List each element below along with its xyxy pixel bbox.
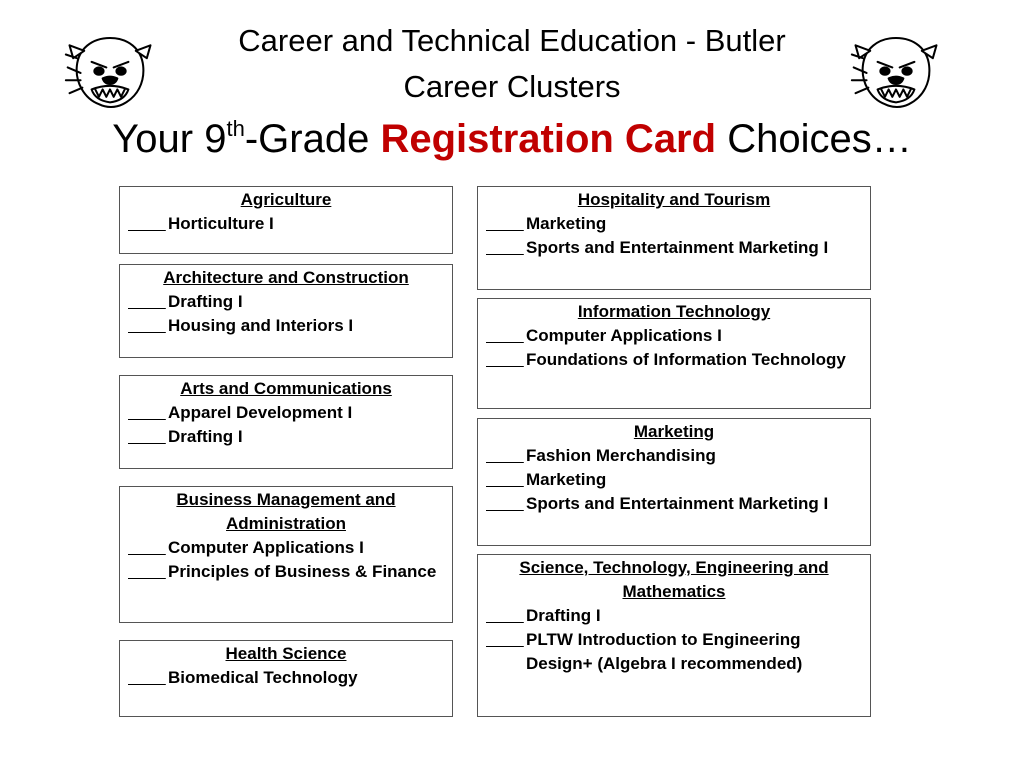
cluster-card-business-management — [119, 486, 453, 623]
choice-blank[interactable] — [486, 444, 526, 468]
course-item: Biomedical Technology — [128, 666, 444, 690]
choice-blank[interactable] — [486, 468, 526, 492]
cluster-title: Marketing — [633, 422, 715, 441]
choice-blank[interactable] — [486, 604, 526, 628]
subtitle-middle: -Grade — [244, 117, 370, 161]
choice-blank[interactable] — [486, 348, 526, 372]
cluster-card-agriculture — [119, 186, 453, 254]
bulldog-head-icon — [850, 30, 942, 114]
cluster-title: Arts and Communications — [180, 379, 392, 398]
course-item: Foundations of Information Technology — [486, 348, 862, 372]
course-item: Fashion Merchandising — [486, 444, 862, 468]
bulldog-head-icon — [64, 30, 156, 114]
course-item: Sports and Entertainment Marketing I — [486, 492, 862, 516]
choice-blank[interactable] — [128, 212, 168, 236]
page-subtitle — [0, 112, 1024, 166]
course-item: Drafting I — [128, 290, 444, 314]
subtitle-superscript: th — [226, 116, 245, 141]
choice-blank[interactable] — [128, 290, 168, 314]
page-title-line-2: Career Clusters — [403, 69, 621, 104]
cluster-title: Information Technology — [577, 302, 771, 321]
cluster-title: Architecture and Construction — [163, 268, 409, 287]
cluster-card-health-science — [119, 640, 453, 717]
course-item: Housing and Interiors I — [128, 314, 444, 338]
course-item: PLTW Introduction to Engineering Design+ (Algebra I recommended) — [486, 628, 862, 676]
cluster-card-hospitality-tourism — [477, 186, 871, 290]
course-item: Sports and Entertainment Marketing I — [486, 236, 862, 260]
subtitle-highlight: Registration Card — [380, 117, 717, 161]
cluster-title: Business Management and Administration — [176, 490, 396, 533]
course-item: Drafting I — [486, 604, 862, 628]
course-item: Marketing — [486, 212, 862, 236]
choice-blank[interactable] — [486, 324, 526, 348]
choice-blank[interactable] — [486, 212, 526, 236]
course-item: Computer Applications I — [486, 324, 862, 348]
choice-blank[interactable] — [128, 401, 168, 425]
cluster-card-stem — [477, 554, 871, 717]
choice-blank[interactable] — [128, 536, 168, 560]
choice-blank[interactable] — [486, 628, 526, 676]
cluster-card-architecture-construction — [119, 264, 453, 358]
page-title: Career and Technical Education - Butler — [238, 23, 786, 58]
choice-blank[interactable] — [128, 666, 168, 690]
course-item: Principles of Business & Finance — [128, 560, 444, 584]
course-item: Computer Applications I — [128, 536, 444, 560]
cluster-title: Science, Technology, Engineering and Mathematics — [519, 558, 829, 601]
course-item: Drafting I — [128, 425, 444, 449]
cluster-card-information-technology — [477, 298, 871, 409]
choice-blank[interactable] — [128, 425, 168, 449]
choice-blank[interactable] — [128, 560, 168, 584]
course-item: Marketing — [486, 468, 862, 492]
course-item: Apparel Development I — [128, 401, 444, 425]
choice-blank[interactable] — [486, 492, 526, 516]
cluster-title: Hospitality and Tourism — [577, 190, 771, 209]
cluster-title: Health Science — [225, 644, 347, 663]
choice-blank[interactable] — [486, 236, 526, 260]
course-item: Horticulture I — [128, 212, 444, 236]
choice-blank[interactable] — [128, 314, 168, 338]
subtitle-prefix: Your 9 — [112, 117, 227, 161]
cluster-title: Agriculture — [240, 190, 332, 209]
cluster-card-arts-communications — [119, 375, 453, 469]
subtitle-suffix: Choices… — [727, 117, 912, 161]
cluster-card-marketing — [477, 418, 871, 546]
